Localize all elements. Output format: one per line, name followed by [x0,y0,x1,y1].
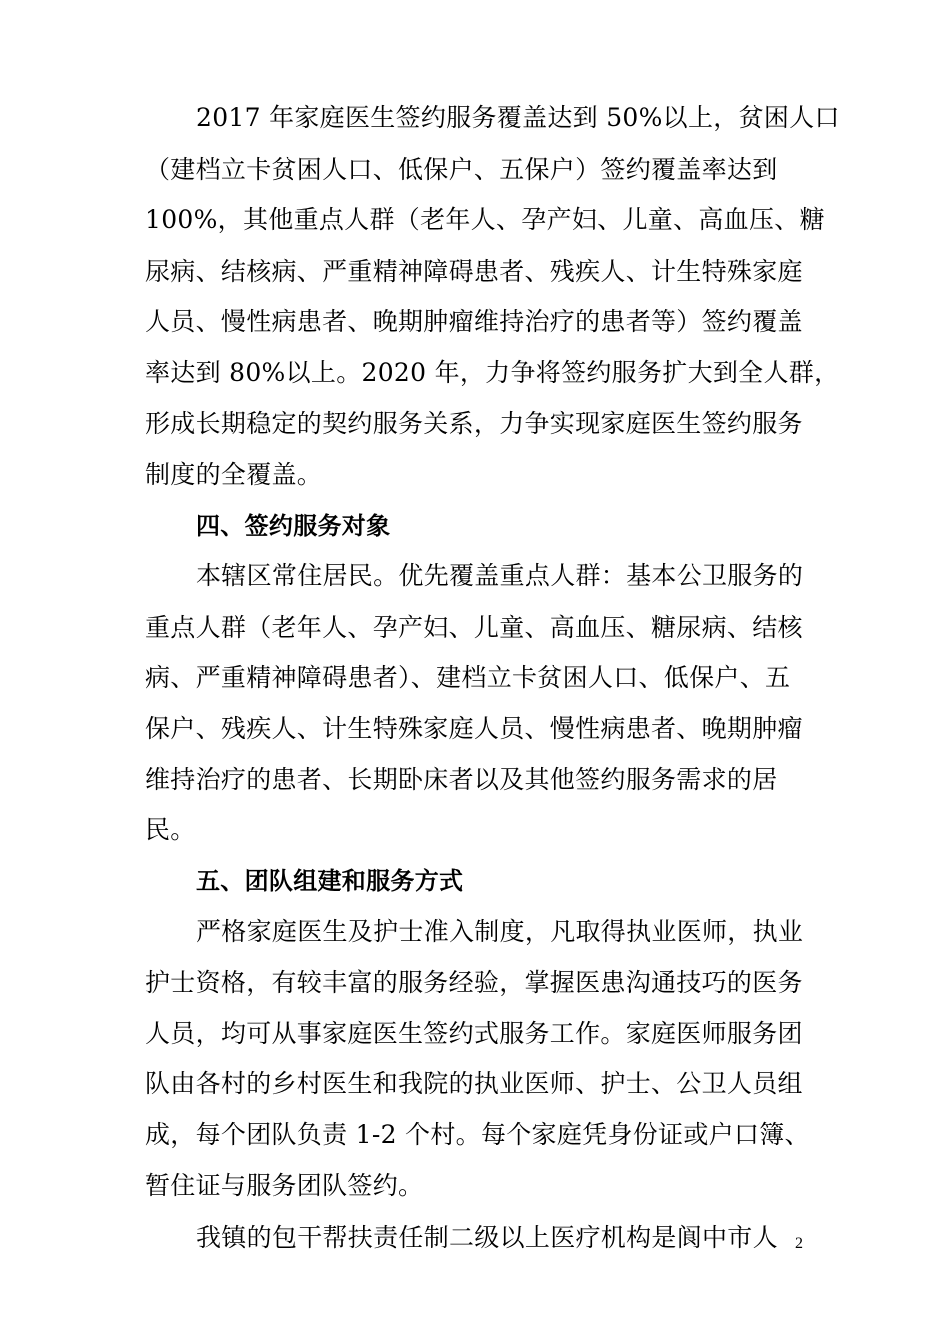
body-text-line: 重点人群（老年人、孕产妇、儿童、高血压、糖尿病、结核 [145,613,803,642]
body-text-line: （建档立卡贫困人口、低保户、五保户）签约覆盖率达到 [145,155,778,184]
body-text-line: 我镇的包干帮扶责任制二级以上医疗机构是阆中市人 [196,1223,778,1252]
body-text-line: 制度的全覆盖。 [145,460,323,489]
body-text-line: 队由各村的乡村医生和我院的执业医师、护士、公卫人员组 [145,1069,803,1098]
body-text-line: 成，每个团队负责 1-2 个村。每个家庭凭身份证或户口簿、 [145,1120,810,1149]
body-text-line: 形成长期稳定的契约服务关系，力争实现家庭医生签约服务 [145,409,803,438]
body-text-line: 严格家庭医生及护士准入制度，凡取得执业医师，执业 [196,917,804,946]
body-text-line: 病、严重精神障碍患者）、建档立卡贫困人口、低保户、五 [145,663,791,692]
section-heading: 四、签约服务对象 [196,512,391,540]
body-text-line: 保户、残疾人、计生特殊家庭人员、慢性病患者、晚期肿瘤 [145,714,803,743]
page-number: 2 [795,1235,803,1252]
body-text-line: 率达到 80%以上。2020 年，力争将签约服务扩大到全人群， [145,358,840,387]
body-text-line: 维持治疗的患者、长期卧床者以及其他签约服务需求的居 [145,765,778,794]
body-text-line: 暂住证与服务团队签约。 [145,1171,424,1200]
body-text-line: 2017 年家庭医生签约服务覆盖达到 50%以上，贫困人口 [196,103,840,132]
body-text-line: 人员、慢性病患者、晚期肿瘤维持治疗的患者等）签约覆盖 [145,307,803,336]
body-text-line: 人员，均可从事家庭医生签约式服务工作。家庭医师服务团 [145,1019,803,1048]
section-heading: 五、团队组建和服务方式 [196,867,464,895]
body-text-line: 护士资格，有较丰富的服务经验，掌握医患沟通技巧的医务 [145,968,803,997]
body-text-line: 本辖区常住居民。优先覆盖重点人群：基本公卫服务的 [196,561,804,590]
body-text-line: 100%，其他重点人群（老年人、孕产妇、儿童、高血压、糖 [145,205,825,234]
body-text-line: 民。 [145,815,196,844]
body-text-line: 尿病、结核病、严重精神障碍患者、残疾人、计生特殊家庭 [145,257,803,286]
